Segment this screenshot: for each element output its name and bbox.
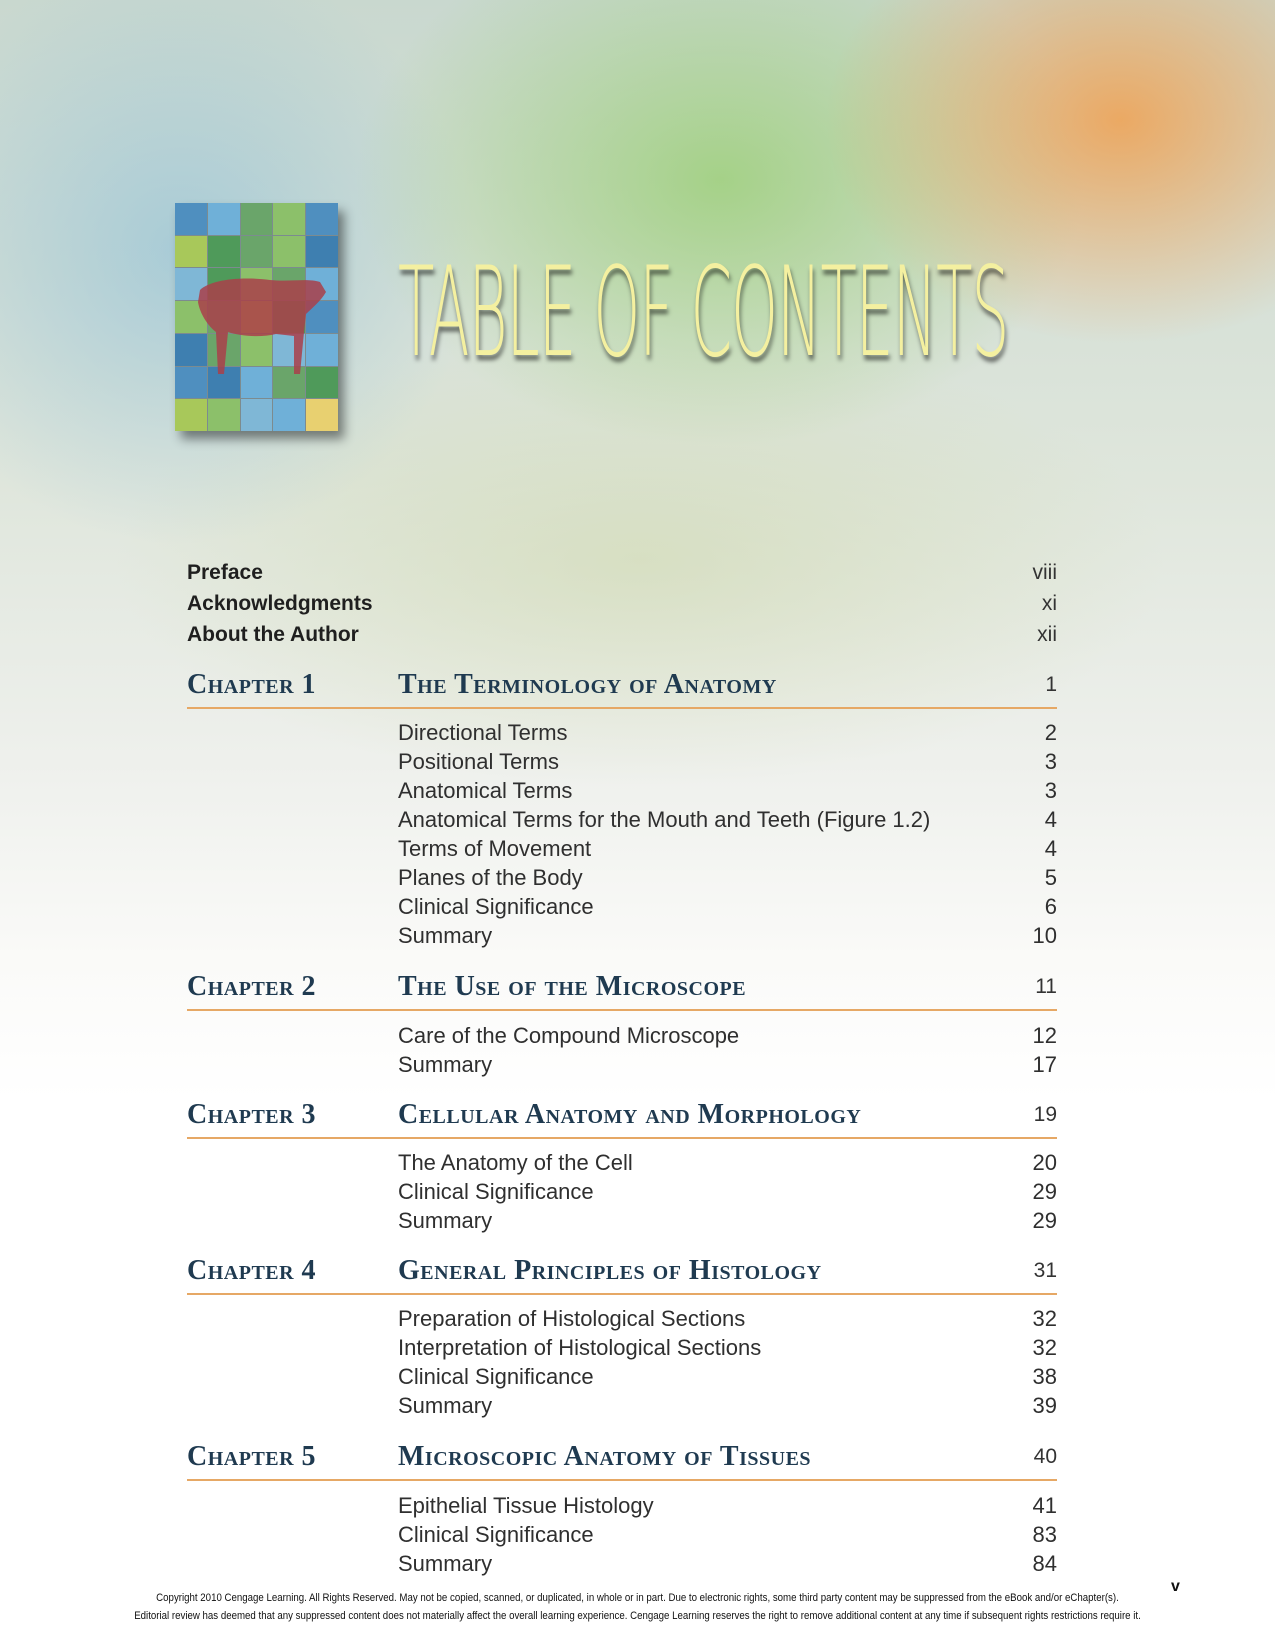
toc-section-entry[interactable] — [398, 1549, 1057, 1578]
mosaic-cell — [306, 236, 338, 268]
section-page: 12 — [1032, 1022, 1057, 1048]
toc-section-entry[interactable] — [398, 1050, 1057, 1079]
section-title: Preparation of Histological Sections — [398, 1305, 746, 1331]
toc-section-entry[interactable] — [398, 747, 1057, 776]
toc-section-entry[interactable] — [398, 1333, 1057, 1362]
chapter-title: Microscopic Anatomy of Tissues — [398, 1441, 812, 1472]
section-title: Planes of the Body — [398, 864, 583, 890]
chapter-label: Chapter 4 — [187, 1255, 317, 1286]
section-page: 41 — [1032, 1492, 1057, 1518]
toc-entry-label: Preface — [187, 561, 263, 584]
chapter-title: The Terminology of Anatomy — [398, 669, 777, 700]
mosaic-cell — [241, 367, 273, 399]
mosaic-cell — [241, 334, 273, 366]
mosaic-cell — [175, 367, 207, 399]
section-title: Summary — [398, 922, 493, 948]
mosaic-cell — [208, 334, 240, 366]
section-page: 84 — [1032, 1550, 1057, 1576]
mosaic-cell — [306, 203, 338, 235]
section-page: 4 — [1044, 835, 1057, 861]
chapter-label: Chapter 3 — [187, 1099, 317, 1130]
mosaic-cell — [241, 268, 273, 300]
section-page: 2 — [1044, 719, 1057, 745]
chapter-page: 11 — [1035, 975, 1057, 998]
mosaic-cell — [273, 301, 305, 333]
copyright-notice: Editorial review has deemed that any suppressed content does not materially affect the overall learning experience. Cengage Learning reserves the right to remove additional content at any time if subsequent rights restrictions require it. — [134, 1610, 1141, 1622]
section-page: 3 — [1044, 748, 1057, 774]
section-title: Terms of Movement — [398, 835, 592, 861]
page-title: TABLE OF CONTENTS — [398, 241, 1009, 385]
section-title: Epithelial Tissue Histology — [398, 1492, 654, 1518]
toc-entry-page: xii — [1037, 623, 1057, 646]
section-page: 20 — [1032, 1149, 1057, 1175]
chapter-label: Chapter 1 — [187, 669, 317, 700]
section-title: Clinical Significance — [398, 893, 594, 919]
section-title: Summary — [398, 1392, 493, 1418]
chapter-title: General Principles of Histology — [398, 1255, 822, 1286]
section-page: 38 — [1032, 1363, 1057, 1389]
chapter-label: Chapter 2 — [187, 971, 317, 1002]
section-page: 29 — [1032, 1207, 1057, 1233]
chapter-label: Chapter 5 — [187, 1441, 317, 1472]
horse-mosaic-icon — [175, 203, 338, 431]
chapter-title: Cellular Anatomy and Morphology — [398, 1099, 862, 1130]
section-page: 32 — [1032, 1305, 1057, 1331]
mosaic-cell — [208, 301, 240, 333]
section-title: Clinical Significance — [398, 1363, 594, 1389]
mosaic-cell — [208, 367, 240, 399]
chapter-page: 19 — [1033, 1103, 1057, 1126]
chapter-heading-1[interactable] — [187, 667, 1057, 709]
mosaic-cell — [306, 367, 338, 399]
toc-section-entry[interactable] — [398, 1021, 1057, 1050]
toc-section-entry[interactable] — [398, 863, 1057, 892]
section-title: Anatomical Terms — [398, 777, 573, 803]
mosaic-cell — [241, 236, 273, 268]
section-page: 32 — [1032, 1334, 1057, 1360]
mosaic-cell — [273, 268, 305, 300]
section-title: Summary — [398, 1051, 493, 1077]
section-page: 29 — [1032, 1178, 1057, 1204]
section-title: Summary — [398, 1207, 493, 1233]
chapter-heading-2[interactable] — [187, 969, 1057, 1011]
chapter-title: The Use of the Microscope — [398, 971, 747, 1002]
section-page: 39 — [1032, 1392, 1057, 1418]
toc-section-entry[interactable] — [398, 892, 1057, 921]
mosaic-cell — [208, 399, 240, 431]
mosaic-cell — [241, 399, 273, 431]
section-title: Clinical Significance — [398, 1521, 594, 1547]
toc-section-entry[interactable] — [398, 1491, 1057, 1520]
section-title: Interpretation of Histological Sections — [398, 1334, 762, 1360]
section-page: 17 — [1032, 1051, 1057, 1077]
toc-section-entry[interactable] — [398, 718, 1057, 747]
chapter-page: 40 — [1033, 1445, 1057, 1468]
mosaic-cell — [241, 301, 273, 333]
section-page: 10 — [1032, 922, 1057, 948]
section-title: Care of the Compound Microscope — [398, 1022, 740, 1048]
section-title: Anatomical Terms for the Mouth and Teeth (Figure 1.2) — [398, 806, 931, 832]
section-title: Positional Terms — [398, 748, 559, 774]
section-page: 5 — [1044, 864, 1057, 890]
mosaic-cell — [175, 203, 207, 235]
toc-section-entry[interactable] — [398, 1304, 1057, 1333]
toc-entry-page: viii — [1032, 561, 1057, 584]
section-page: 6 — [1044, 893, 1057, 919]
toc-section-entry[interactable] — [398, 1177, 1057, 1206]
toc-entry-about-author[interactable] — [187, 619, 1057, 651]
page-number: v — [1171, 1578, 1180, 1595]
mosaic-cell — [306, 301, 338, 333]
section-title: Clinical Significance — [398, 1178, 594, 1204]
mosaic-cell — [241, 203, 273, 235]
toc-section-entry[interactable] — [398, 921, 1057, 950]
chapter-heading-4[interactable] — [187, 1253, 1057, 1295]
chapter-page: 1 — [1045, 673, 1057, 696]
toc-entry-label: Acknowledgments — [187, 592, 373, 615]
mosaic-cell — [208, 268, 240, 300]
toc-section-entry[interactable] — [398, 805, 1057, 834]
toc-entry-preface[interactable] — [187, 557, 1057, 589]
mosaic-cell — [175, 334, 207, 366]
toc-section-entry[interactable] — [398, 1148, 1057, 1177]
toc-section-entry[interactable] — [398, 1391, 1057, 1420]
toc-section-entry[interactable] — [398, 1520, 1057, 1549]
mosaic-cell — [175, 399, 207, 431]
mosaic-cell — [175, 236, 207, 268]
toc-entry-acknowledgments[interactable] — [187, 588, 1057, 620]
mosaic-cell — [273, 236, 305, 268]
section-title: Summary — [398, 1550, 493, 1576]
mosaic-cell — [175, 268, 207, 300]
toc-entry-label: About the Author — [187, 623, 359, 646]
mosaic-cell — [273, 399, 305, 431]
section-page: 83 — [1032, 1521, 1057, 1547]
toc-section-entry[interactable] — [398, 1362, 1057, 1391]
mosaic-cell — [208, 203, 240, 235]
section-title: The Anatomy of the Cell — [398, 1149, 633, 1175]
mosaic-cell — [306, 399, 338, 431]
mosaic-cell — [175, 301, 207, 333]
mosaic-cell — [273, 203, 305, 235]
mosaic-cell — [306, 268, 338, 300]
mosaic-cell — [306, 334, 338, 366]
toc-section-entry[interactable] — [398, 776, 1057, 805]
toc-section-entry[interactable] — [398, 1206, 1057, 1235]
chapter-heading-3[interactable] — [187, 1097, 1057, 1139]
chapter-page: 31 — [1033, 1259, 1057, 1282]
chapter-heading-5[interactable] — [187, 1439, 1057, 1481]
section-page: 4 — [1044, 806, 1057, 832]
mosaic-cell — [273, 367, 305, 399]
section-page: 3 — [1044, 777, 1057, 803]
mosaic-cell — [208, 236, 240, 268]
toc-entry-page: xi — [1041, 592, 1057, 615]
copyright-notice: Copyright 2010 Cengage Learning. All Rights Reserved. May not be copied, scanned, or duplicated, in whole or in part. Due to electronic rights, some third party content may be suppressed from the eBook and/or eChapter(s). — [156, 1592, 1119, 1604]
section-title: Directional Terms — [398, 719, 568, 745]
mosaic-cell — [273, 334, 305, 366]
toc-section-entry[interactable] — [398, 834, 1057, 863]
